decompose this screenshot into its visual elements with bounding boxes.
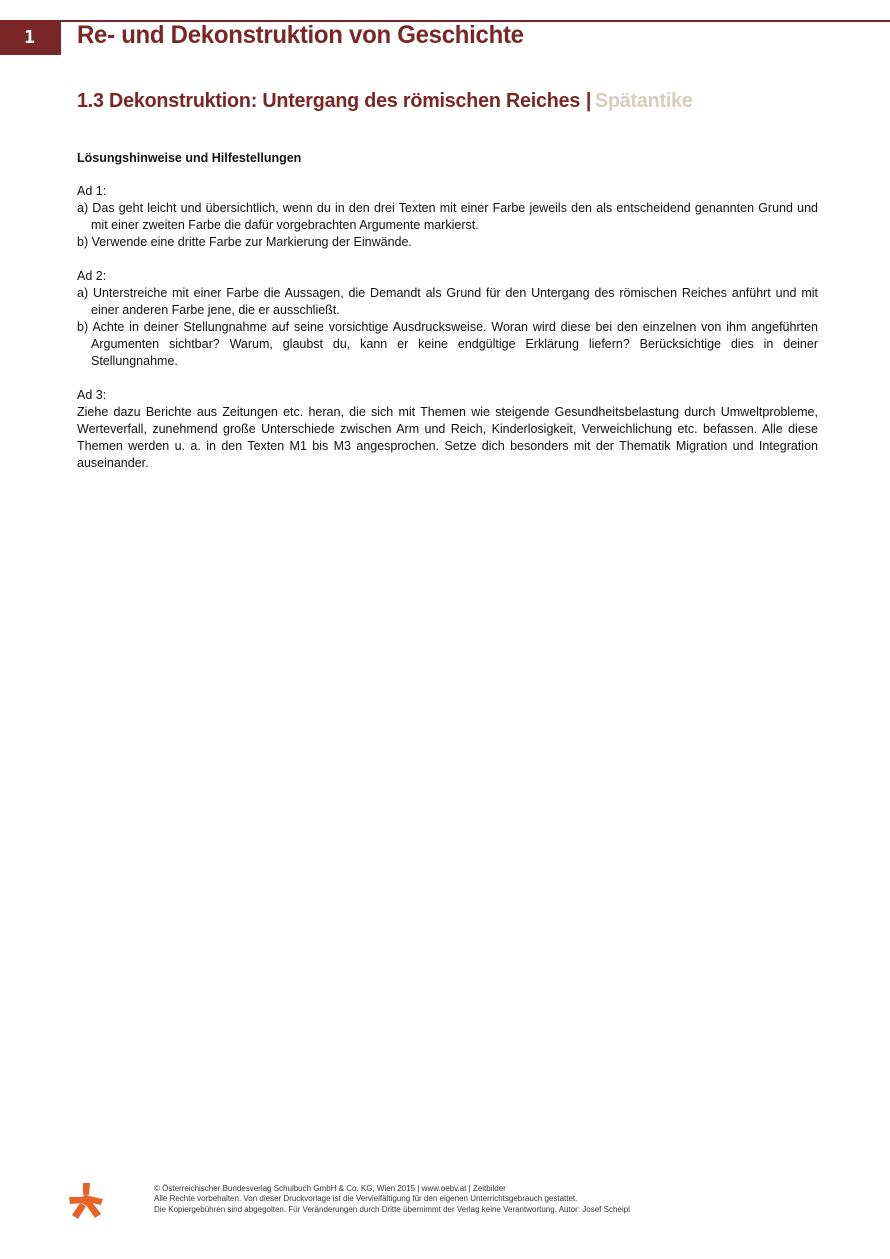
ad2-label: Ad 2: xyxy=(77,269,107,283)
ad1-label: Ad 1: xyxy=(77,184,107,198)
section-title-main: 1.3 Dekonstruktion: Untergang des römischen Reiches xyxy=(77,89,581,112)
ad2-block xyxy=(77,268,818,370)
ad3-text: Ziehe dazu Berichte aus Zeitungen etc. heran, die sich mit Themen wie steigende Gesundheitsbelastung durch Umweltprobleme, Werteverfall, zunehmend große Unterschiede zwischen Arm und Reich, Kinderlosigkeit, Verweichlichung etc. befassen. Alle diese Themen werden u. a. in den Texten M1 bis M3 angesprochen. Setze dich besonders mit der Thematik Migration und Integration auseinander. xyxy=(77,405,818,470)
footer-copyright xyxy=(154,1184,630,1215)
section-title-separator: | xyxy=(585,89,592,112)
chapter-title: Re- und Dekonstruktion von Geschichte xyxy=(77,21,524,49)
section-title-sub: Spätantike xyxy=(595,89,693,112)
ad1-item-a: a) Das geht leicht und übersichtlich, wenn du in den drei Texten mit einer Farbe jeweils den als entscheidend genannten Grund und mit einer zweiten Farbe die dafür vorgebrachten Argumente markierst. xyxy=(77,201,818,232)
footer-line-3: Die Kopiergebühren sind abgegolten. Für Veränderungen durch Dritte übernimmt der Verlag keine Verantwortung. Autor: Josef Scheipl xyxy=(154,1204,630,1214)
ad3-label: Ad 3: xyxy=(77,388,107,402)
ad2-item-b: b) Achte in deiner Stellungnahme auf seine vorsichtige Ausdrucksweise. Woran wird diese bei den einzelnen von ihm angeführten Argumenten sichtbar? Warum, glaubst du, kann er keine endgültige Erklärung liefern? Berücksichtige dies in deiner Stellungnahme. xyxy=(77,320,818,368)
content-heading: Lösungshinweise und Hilfestellungen xyxy=(77,151,302,165)
ad2-item-a: a) Unterstreiche mit einer Farbe die Aussagen, die Demandt als Grund für den Untergang des römischen Reiches anführt und mit einer anderen Farbe jene, die er ausschließt. xyxy=(77,286,818,317)
oebv-logo-icon xyxy=(66,1181,106,1221)
footer-line-2: Alle Rechte vorbehalten. Von dieser Druckvorlage ist die Vervielfältigung für den eigenen Unterrichtsgebrauch gestattet. xyxy=(154,1194,578,1204)
main-content xyxy=(77,150,818,489)
page-number: 1 xyxy=(24,27,35,48)
page-number-badge xyxy=(0,20,61,55)
section-title xyxy=(77,89,693,113)
ad1-block xyxy=(77,183,818,251)
ad1-item-b: b) Verwende eine dritte Farbe zur Markierung der Einwände. xyxy=(77,235,412,249)
ad3-block xyxy=(77,387,818,472)
footer-line-1: © Österreichischer Bundesverlag Schulbuch GmbH & Co. KG, Wien 2015 | www.oebv.at | Zeitbilder xyxy=(154,1184,506,1193)
